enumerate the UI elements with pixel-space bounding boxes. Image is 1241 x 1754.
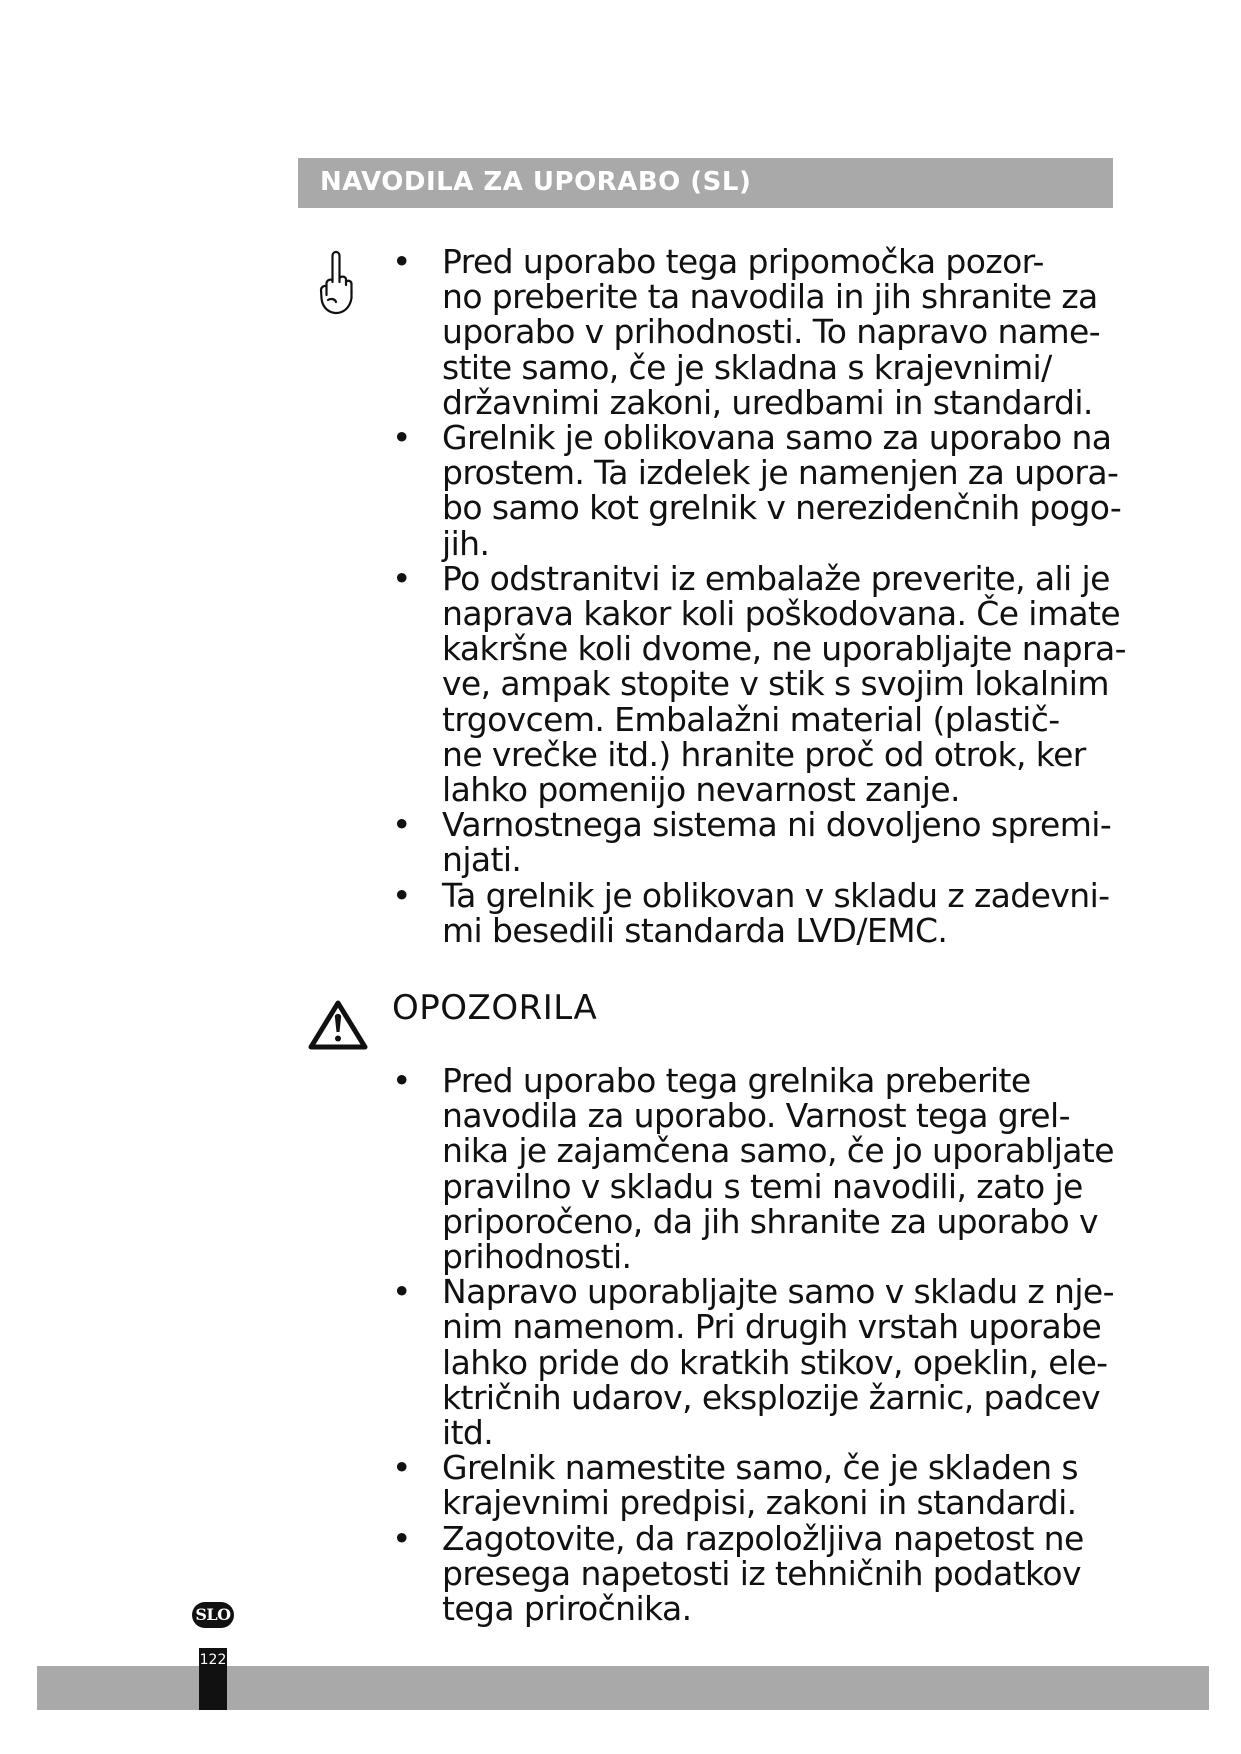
bullet-symbol: • <box>392 1061 411 1100</box>
bullet-symbol: • <box>392 1272 411 1312</box>
page-number: 122 <box>199 1648 227 1710</box>
bullet-symbol: • <box>392 805 411 845</box>
list-item-text: Grelnik je oblikovana samo za uporabo na prostem. Ta izdelek je namenjen za upora- bo samo kot grelnik v nerezidenčnih pogo- jih. <box>442 418 1122 563</box>
list-item-text: Pred uporabo tega pripomočka pozor- no preberite ta navodila in jih shranite za uporabo v prihodnosti. To napravo name- stite samo, če je skladna s krajevnimi/ državnimi zakoni, uredbami in standardi. <box>442 242 1101 422</box>
list-item <box>392 558 1132 810</box>
list-item <box>392 1518 1132 1629</box>
pointing-hand-icon <box>316 248 356 318</box>
list-item <box>392 875 1132 950</box>
list-item-text: Napravo uporabljajte samo v skladu z nje- nim namenom. Pri drugih vrstah uporabe lahko pride do kratkih stikov, opeklin, ele- ktričnih udarov, eksplozije žarnic, padcev itd. <box>442 1272 1114 1453</box>
warnings-heading: OPOZORILA <box>392 988 598 1028</box>
list-item <box>392 1272 1132 1453</box>
list-item <box>392 1448 1132 1523</box>
list-item-text: Zagotovite, da razpoložljiva napetost ne presega napetosti iz tehničnih podatkov tega priročnika. <box>442 1518 1084 1629</box>
bullet-symbol: • <box>392 242 411 281</box>
instructions-list <box>392 244 1132 948</box>
page-title: NAVODILA ZA UPORABO (SL) <box>320 167 752 197</box>
list-item-text: Pred uporabo tega grelnika preberite navodila za uporabo. Varnost tega grel- nika je zajamčena samo, če jo uporabljate pravilno v skladu s temi navodili, zato je priporočeno, da jih shranite za uporabo v prihodnosti. <box>442 1061 1114 1277</box>
list-item-text: Ta grelnik je oblikovan v skladu z zadevni- mi besedili standarda LVD/EMC. <box>442 875 1110 950</box>
bullet-symbol: • <box>392 875 411 915</box>
list-item-text: Varnostnega sistema ni dovoljeno spremi- njati. <box>442 805 1112 880</box>
language-badge: SLO <box>192 1602 234 1628</box>
list-item <box>392 244 1132 420</box>
list-item-text: Po odstranitvi iz embalaže preverite, ali je naprava kakor koli poškodovana. Če imate kakršne koli dvome, ne uporabljajte napra- ve, ampak stopite v stik s svojim lokalnim trgovcem. Embalažni material (plastič- ne vrečke itd.) hranite proč od otrok, ker lahko pomenijo nevarnost zanje. <box>442 558 1126 810</box>
list-item <box>392 805 1132 880</box>
bullet-symbol: • <box>392 1518 411 1558</box>
list-item-text: Grelnik namestite samo, če je skladen s krajevnimi predpisi, zakoni in standardi. <box>442 1448 1078 1523</box>
bullet-symbol: • <box>392 1448 411 1488</box>
list-item <box>392 420 1132 561</box>
bullet-symbol: • <box>392 558 411 598</box>
bullet-symbol: • <box>392 418 411 458</box>
list-item <box>392 1061 1132 1277</box>
warning-triangle-icon <box>308 1000 368 1050</box>
header-bar <box>298 158 1113 208</box>
warnings-list <box>392 1061 1132 1629</box>
